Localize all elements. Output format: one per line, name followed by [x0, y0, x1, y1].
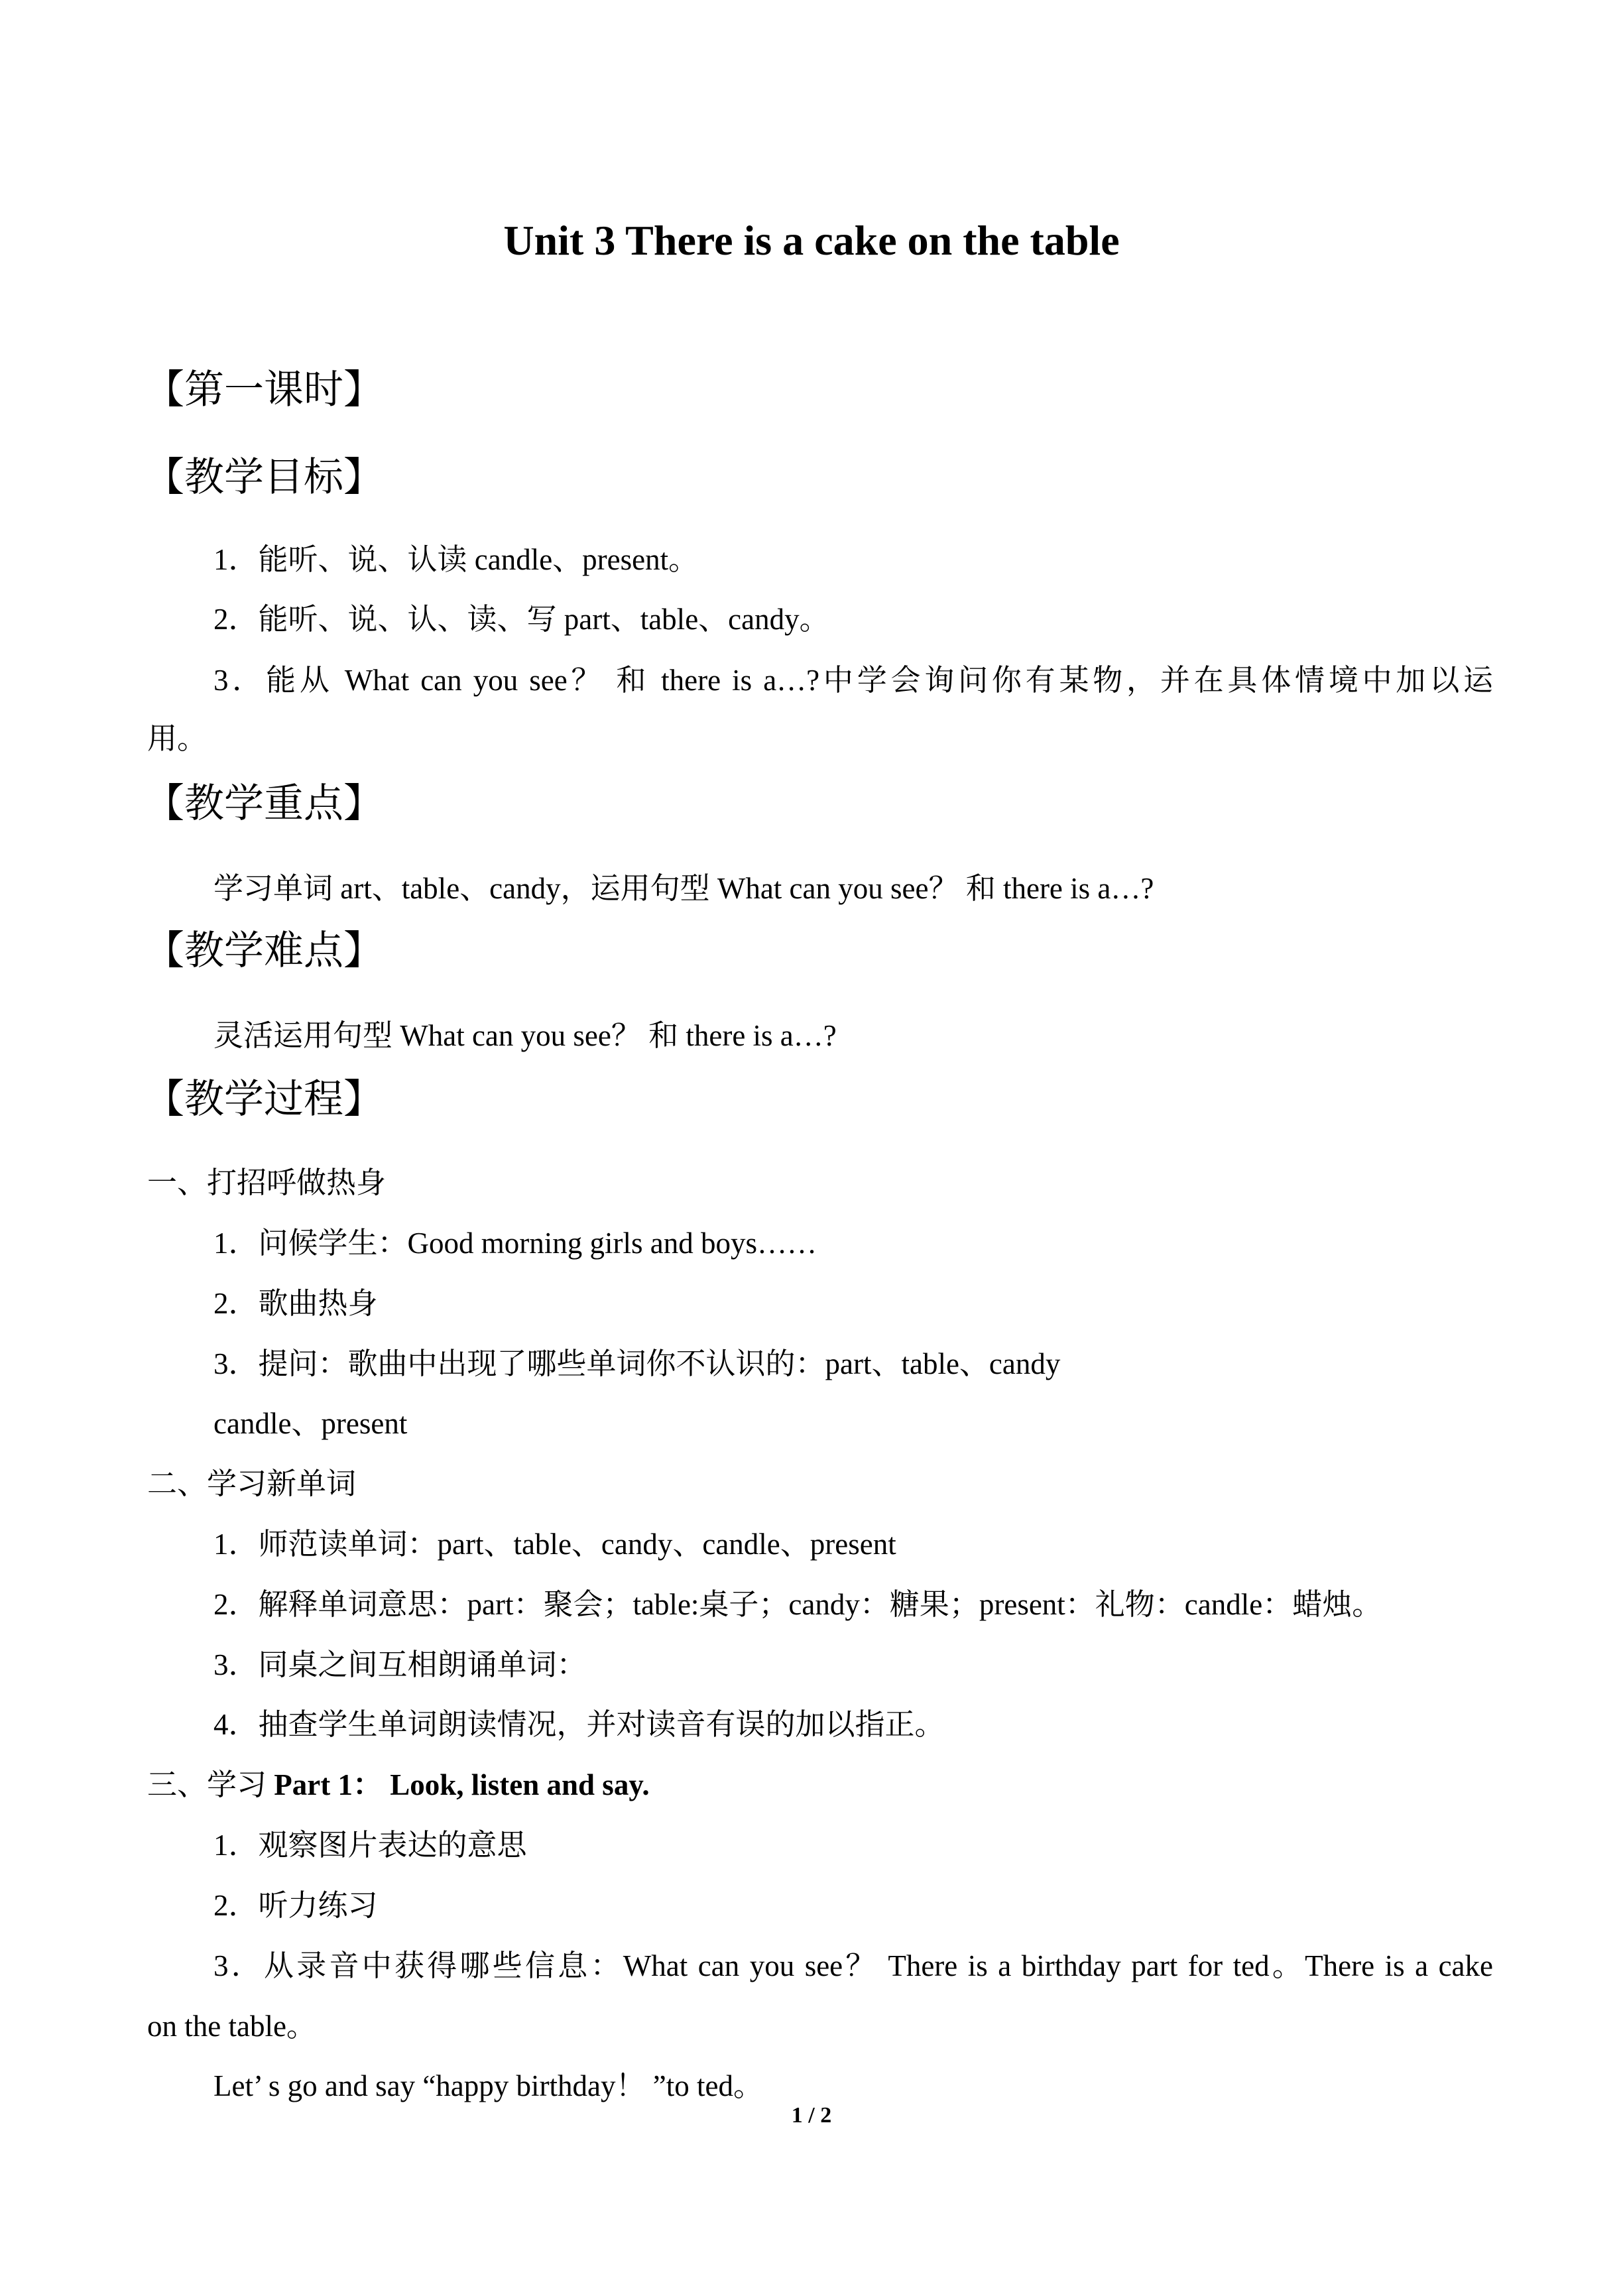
list-item-continuation: candle、present — [213, 1407, 408, 1440]
difficulties-text: 灵活运用句型 What can you see？ 和 there is a…? — [213, 1019, 837, 1052]
process-heading: 【教学过程】 — [145, 1077, 383, 1121]
list-item: 1．问候学生：Good morning girls and boys…… — [213, 1227, 817, 1260]
difficulties-heading: 【教学难点】 — [145, 929, 383, 973]
section-title-prefix: 三、学习 — [147, 1768, 274, 1801]
document-title: Unit 3 There is a cake on the table — [503, 217, 1120, 264]
section-title: 一、打招呼做热身 — [147, 1166, 387, 1199]
objective-item: 2．能听、说、认、读、写 part、table、candy。 — [213, 603, 829, 636]
list-item: 2．听力练习 — [213, 1889, 378, 1922]
list-item: 2．歌曲热身 — [213, 1287, 378, 1320]
list-item: 1．师范读单词：part、table、candy、candle、present — [213, 1528, 896, 1561]
objective-item: 3．能从 What can you see？ 和 there is a…?中学会询问你有某物，并在具体情境中加以运 — [213, 664, 1493, 697]
list-item: 4．抽查学生单词朗读情况，并对读音有误的加以指正。 — [213, 1708, 945, 1741]
section-title-bold: Part 1： Look, listen and say. — [274, 1768, 650, 1801]
list-item: 3．提问：歌曲中出现了哪些单词你不认识的：part、table、candy — [213, 1347, 1061, 1380]
objective-item-continuation: 用。 — [147, 722, 208, 755]
section-title — [147, 1764, 650, 1806]
list-item: 2．解释单词意思：part：聚会；table:桌子；candy：糖果；present：礼物：candle：蜡烛。 — [213, 1588, 1382, 1621]
key-points-heading: 【教学重点】 — [145, 782, 383, 825]
key-points-text: 学习单词 art、table、candy，运用句型 What can you see？ 和 there is a…? — [213, 872, 1154, 905]
objective-item: 1．能听、说、认读 candle、present。 — [213, 543, 699, 576]
lesson-heading: 【第一课时】 — [145, 368, 383, 412]
page-number: 1 / 2 — [791, 2103, 832, 2128]
objectives-heading: 【教学目标】 — [145, 455, 383, 499]
list-item: 1．观察图片表达的意思 — [213, 1829, 527, 1862]
list-item: 3．同桌之间互相朗诵单词： — [213, 1648, 587, 1681]
section-title: 二、学习新单词 — [147, 1467, 357, 1500]
list-item: Let’ s go and say “happy birthday！ ”to ted。 — [213, 2069, 763, 2102]
list-item-continuation: on the table。 — [147, 2010, 316, 2043]
list-item: 3．从录音中获得哪些信息：What can you see？ There is a birthday part for ted。There is a cake — [213, 1949, 1493, 1982]
